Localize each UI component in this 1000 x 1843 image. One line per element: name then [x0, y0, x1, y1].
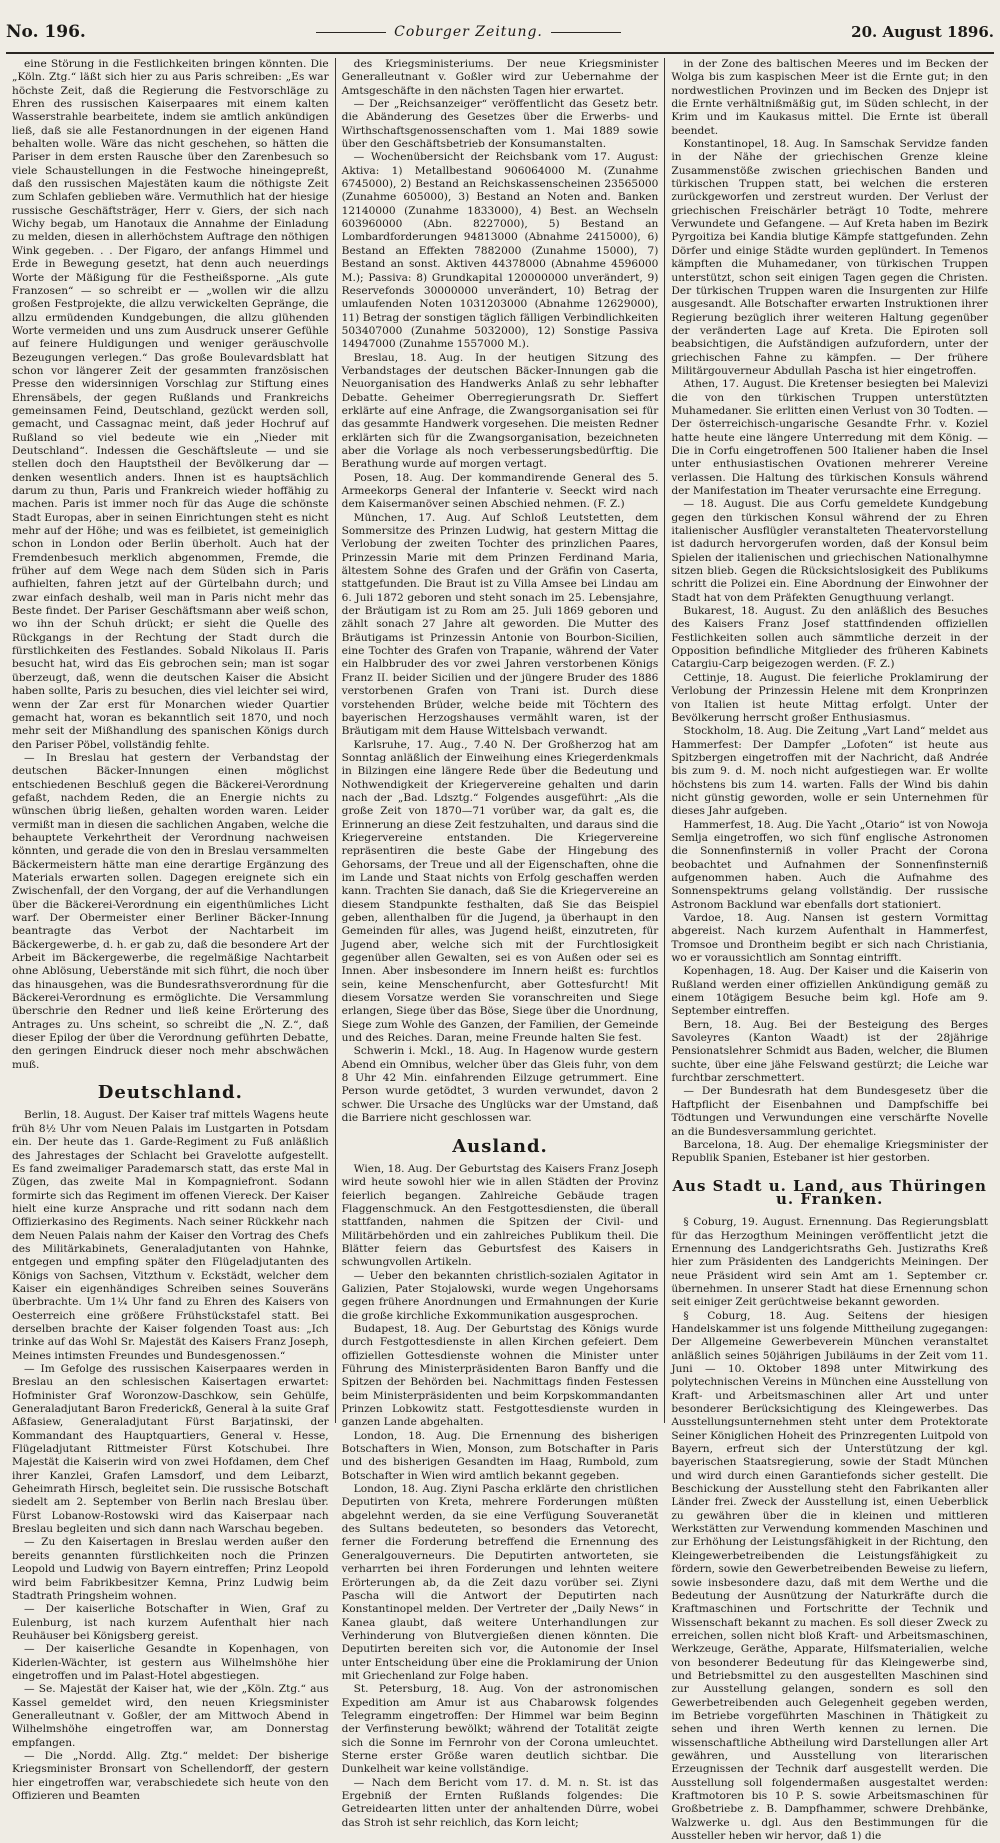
article-columns	[6, 58, 994, 1843]
article-paragraph: London, 18. Aug. Die Ernennung des bisherigen Botschafters in Wien, Monson, zum Botschafter in Paris und des bisherigen Gesandten im Haag, Rumbold, zum Botschafter in Wien wird amtlich bekannt gegeben.	[341, 1429, 659, 1482]
article-paragraph: Cettinje, 18. August. Die feierliche Proklamirung der Verlobung der Prinzessin Helene mit dem Kronprinzen von Italien ist heute Mittag erfolgt. Unter der Bevölkerung herrscht großer Enthusiasmus.	[671, 671, 989, 724]
article-paragraph: Wien, 18. Aug. Der Geburtstag des Kaisers Franz Joseph wird heute sowohl hier wie in allen Städten der Provinz feierlich begangen. Zahlreiche Gebäude tragen Flaggenschmuck. An den Festgottesdiensten, die überall stattfanden, nahmen die Spitzen der Civil- und Militärbehörden und ein zahlreiches Publikum theil. Die Blätter feiern das Geburtsfest des Kaisers in schwungvollen Artikeln.	[341, 1162, 659, 1269]
article-paragraph: Bern, 18. Aug. Bei der Besteigung des Berges Savoleyres (Kanton Waadt) ist der 28jährige Pensionatslehrer Schmidt aus Baden, welcher, die Blumen suchte, über eine jähe Felswand gestürzt; die Leiche war furchtbar zerschmettert.	[671, 1018, 989, 1085]
article-paragraph: Breslau, 18. Aug. In der heutigen Sitzung des Verbandstages der deutschen Bäcker-Innungen gab die Neuorganisation des Handwerks Anlaß zu sehr lebhafter Debatte. Geheimer Oberregierungsrath Dr. Sieffert erklärte auf eine Anfrage, die Zwangsorganisation sei für das gesammte Handwerk vorgesehen. Die meisten Redner erklärten sich für die Zwangsorganisation, bezeichneten aber die Vorlage als noch verbesserungsbedürftig. Die Berathung wurde auf morgen vertagt.	[341, 351, 659, 471]
section-heading: Aus Stadt u. Land, aus Thüringen u. Franken.	[672, 1176, 987, 1208]
article-paragraph: — Der kaiserliche Gesandte in Kopenhagen, von Kiderlen-Wächter, ist gestern aus Wilhelmshöhe hier eingetroffen und im Palast-Hotel abgestiegen.	[12, 1643, 329, 1682]
article-paragraph: Schwerin i. Mckl., 18. Aug. In Hagenow wurde gestern Abend ein Omnibus, welcher über das Gleis fuhr, von dem 8 Uhr 42 Min. einfahrenden Eilzuge getrummert. Eine Person wurde getödtet, 3 wurden verwundet, davon 2 schwer. Die Ursache des Unglücks war der Umstand, daß die Barriere nicht geschlossen war.	[341, 1045, 659, 1125]
issue-number: No. 196.	[6, 22, 86, 42]
article-paragraph: — Im Gefolge des russischen Kaiserpaares werden in Breslau an den schlesischen Kaisertagen erwartet: Hofminister Graf Woronzow-Daschkow, sein Gehülfe, Generaladjutant Baron Frederickß, General à la suite Graf Aßfasiew, Generaladjutant Fürst Barjatinski, der Kommandant des Hauptquartiers, General v. Hesse, Flügeladjutant Rittmeister Fürst Kotschubei. Ihre Majestät die Kaiserin wird von zwei Hofdamen, dem Chef ihrer Kanzlei, Grafen Lamsdorf, und dem Leibarzt, Geheimrath Hirsch, begleitet sein. Die russische Botschaft siedelt am 2. September von Berlin nach Breslau über. Fürst Lobanow-Rostowski wird das Kaiserpaar nach Breslau begleiten und sich dann nach Warschau begeben.	[12, 1363, 329, 1536]
newspaper-title: Coburger Zeitung.	[308, 24, 629, 40]
issue-date: 20. August 1896.	[851, 23, 994, 41]
article-paragraph: London, 18. Aug. Ziyni Pascha erklärte den christlichen Deputirten von Kreta, mehrere Forderungen müßten abgelehnt werden, da sie eine Verfügung Souveranetät des Sultans bedeuteten, so besonders das Vetorecht, ferner die Forderung betreffend die Ernennung des Generalgouverneurs. Die Deputirten antworteten, sie verharrten bei ihren Forderungen und lehnten weitere Erörterungen ab, da die Zeit dazu vorüber sei. Ziyni Pascha will die Antwort der Deputirten nach Konstantinopel melden. Der Vertreter der „Daily News“ in Kanea glaubt, daß weitere Unterhandlungen zur Verhinderung von Blutvergießen dienen könnten. Die Deputirten bereiten sich vor, die Autonomie der Insel unter Entscheidung über eine die Proklamirung der Union mit Griechenland zur Folge haben.	[341, 1483, 659, 1682]
article-paragraph: — Der „Reichsanzeiger“ veröffentlicht das Gesetz betr. die Abänderung des Gesetzes über die Erwerbs- und Wirthschaftsgenossenschaften vom 1. Mai 1889 sowie über den Geschäftsbetrieb der Konsumanstalten.	[341, 98, 659, 151]
article-paragraph: — In Breslau hat gestern der Verbandstag der deutschen Bäcker-Innungen einen möglichst entschiedenen Beschluß gegen die Bäckerei-Verordnung gefaßt, nachdem Reden, die an Energie nichts zu wünschen übrig ließen, gehalten worden waren. Leider vermißt man in diesen die sachlichen Angaben, welche die behauptete Verkehrtheit der Verordnung nachweisen könnten, und gerade die von den in Breslau versammelten Bäckermeistern hätte man eine derartige Ergänzung des Materials erwarten sollen. Dagegen ereignete sich ein Zwischenfall, der den Vorgang, der auf die Verhandlungen über die Bäckerei-Verordnung ein eigenthümliches Licht warf. Der Obermeister einer Berliner Bäcker-Innung beantragte das Verbot der Nachtarbeit im Bäckergewerbe, d. h. er gab zu, daß die besondere Art der Arbeit im Bäckergewerbe, die regelmäßige Nachtarbeit ohne Ablösung, Ueberstände mit sich führt, die noch über das hinausgehen, was die Bundesrathsverordnung für die Bäckerei-Verordnung es ermöglichte. Die Versammlung überschrie den Redner und ließ keine Erörterung des Antrages zu. Uns scheint, so schreibt die „N. Z.“, daß dieser Epilog der über die Verordnung geführten Debatte, den geringen Eindruck dieser noch mehr abschwächen muß.	[12, 751, 329, 1071]
article-paragraph: — 18. August. Die aus Corfu gemeldete Kundgebung gegen den türkischen Konsul während der zu Ehren italienischer Ausflügler veranstalteten Theatervorstellung ist dadurch hervorgerufen worden, daß der Konsul beim Spielen der italienischen und griechischen Nationalhymne sitzen blieb. Gegen die Rücksichtslosigkeit des Publikums schritt die Polizei ein. Eine Abordnung der Einwohner der Stadt hat von dem Präfekten Genugthuung verlangt.	[671, 498, 989, 604]
article-paragraph: § Coburg, 18. Aug. Seitens der hiesigen Handelskammer ist uns folgende Mittheilung zugegangen: Der Allgemeine Gewerbeverein München veranstaltet anläßlich seines 50jährigen Jubiläums in der Zeit vom 11. Juni — 10. Oktober 1898 unter Mitwirkung des polytechnischen Vereins in München eine Ausstellung von Kraft- und Arbeitsmaschinen aller Art und unter besonderer Berücksichtigung des Kleingewerbes. Das Ausstellungsunternehmen steht unter dem Protektorate Seiner Königlichen Hoheit des Prinzregenten Luitpold von Bayern, erfreut sich der Unterstützung der kgl. bayerischen Staatsregierung, sowie der Stadt München und wird durch einen Garantiefonds sicher gestellt. Die Beschickung der Ausstellung steht den Fabrikanten aller Länder frei. Zweck der Ausstellung ist, einen Ueberblick zu gewähren über die in kleinen und mittleren Werkstätten zur Verwendung kommenden Maschinen und zur Erhöhung der Leistungsfähigkeit in der Richtung, den Kleingewerbetreibenden die Leistungsfähigkeit zu fördern, sowie den Gewerbetreibenden Beweise zu liefern, sowie insbesondere dazu, daß mit dem Werthe und die Bedeutung der Ausnützung der Naturkräfte durch die Kraftmaschinen und Fortschritte der Technik und Wissenschaft bekannt zu machen. Es soll dieser Zweck zu erreichen, sollen nicht bloß Kraft- und Arbeitsmaschinen, Werkzeuge, Geräthe, Apparate, Hilfsmaterialien, welche von besonderer Bedeutung für das Kleingewerbe sind, und Betriebsmittel zu den ausgestellten Maschinen sind zur Ausstellung gelangen, sondern es soll den Gewerbetreibenden auch Gelegenheit gegeben werden, im Betriebe vorgeführten Maschinen in Thätigkeit zu sehen und ihren Werth kennen zu lernen. Die wissenschaftliche Abtheilung wird Darstellungen aller Art gewähren, und Ausstellung von literarischen Erzeugnissen der Technik darf ausgestellt werden. Die Ausstellung soll folgendermaßen ausgestaltet werden: Kraftmotoren bis 10 P. S. sowie Arbeitsmaschinen für Großbetriebe z. B. Dampfhammer, schwere Drehbänke, Walzwerke u. dgl. Aus den Bestimmungen für die Aussteller heben wir hervor, daß 1) die	[671, 1309, 989, 1843]
article-paragraph: Hammerfest, 18. Aug. Die Yacht „Otario“ ist von Nowoja Semlja eingetroffen, wo sich fünf englische Astronomen die Sonnenfinsterniß in voller Pracht der Corona beobachtet und Aufnahmen der Sonnenfinsterniß aufgenommen haben. Auch die Aufnahme des Sonnenspektrums gelang vollständig. Der russische Astronom Backlund war ebenfalls dort stationiert.	[671, 818, 989, 911]
section-heading: Ausland.	[452, 1135, 548, 1157]
article-paragraph: — Se. Majestät der Kaiser hat, wie der „Köln. Ztg.“ aus Kassel gemeldet wird, den neuen Kriegsminister Generalleutnant v. Goßler, der am Mittwoch Abend in Wilhelmshöhe eingetroffen war, am Donnerstag empfangen.	[12, 1683, 329, 1749]
masthead	[6, 18, 994, 46]
article-paragraph: Athen, 17. August. Die Kretenser besiegten bei Malevizi die von den türkischen Truppen unterstützten Muhamedaner. Sie erlitten einen Verlust von 30 Todten. — Der österreichisch-ungarische Gesandte Frhr. v. Koziel hatte heute eine längere Unterredung mit dem König. — Die in Corfu eingetroffenen 500 Italiener haben die Insel unter enthusiastischen Ovationen mehrerer Vereine verlassen. Die Haltung des türkischen Konsuls während der Manifestation im Theater verursachte eine Erregung.	[671, 378, 989, 497]
article-paragraph: Karlsruhe, 17. Aug., 7.40 N. Der Großherzog hat am Sonntag anläßlich der Einweihung eines Kriegerdenkmals in Bilzingen eine längere Rede über die Bedeutung und Nothwendigkeit der Kriegervereine gehalten und darin nach der „Bad. Ldsztg.“ Folgendes ausgeführt: „Als die große Zeit von 1870—71 vorüber war, da galt es, die Erinnerung an diese Zeit festzuhalten, und daraus sind die Kriegervereine entstanden. Die Kriegervereine repräsentiren die beste Gabe der Hingebung des Gehorsams, der Treue und all der Eigenschaften, ohne die im Lande und Staat nichts von Erfolg geschaffen werden kann. Trachten Sie danach, daß Sie die Kriegervereine an diesem Standpunkte festhalten, daß Sie das Beispiel geben, allenthalben für die Jugend, ja überhaupt in den Gemeinden für alles, was Jugend heißt, einzutreten, für Jugend aber, welche sich mit der Furchtlosigkeit gegenüber allen Gewalten, sei es von Außen oder sei es Innen. Aber insbesondere im Innern heißt es: furchtlos sein, keine Menschenfurcht, aber Gottesfurcht! Mit diesem Vorsatze werden Sie voranschreiten und Siege erlangen, Siege über das Böse, Siege über die Unordnung, Siege zum Wohle des Ganzen, der Familien, der Gemeinde und des Reiches. Daran, meine Freunde halten Sie fest.	[341, 738, 659, 1045]
article-paragraph: Budapest, 18. Aug. Der Geburtstag des Königs wurde durch Festgottesdienste in allen Kirchen gefeiert. Dem offiziellen Gottesdienste wohnen die Minister unter Führung des Ministerpräsidenten Baron Banffy und die Spitzen der Behörden bei. Nachmittags finden Festessen beim Ministerpräsidenten und beim Korpskommandanten Prinzen Lobkowitz statt. Festgottesdienste wurden in ganzen Lande abgehalten.	[341, 1322, 659, 1429]
article-paragraph: Posen, 18. Aug. Der kommandirende General des 5. Armeekorps General der Infanterie v. Seeckt wird nach dem Kaisermanöver seinen Abschied nehmen. (F. Z.)	[341, 471, 659, 511]
article-paragraph: eine Störung in die Festlichkeiten bringen könnten. Die „Köln. Ztg.“ läßt sich hier zu aus Paris schreiben: „Es war höchste Zeit, daß die Regierung die Festvorschläge zu Ehren des russischen Kaiserpaares mit einem kalten Wasserstrahle bearbeitete, indem sie amtlich ankündigen ließ, daß sie alle Festanordnungen in der eigenen Hand behalten wolle. Wäre das nicht geschehen, so hätten die Pariser in dem ersten Rausche über den Zarenbesuch so viele Schaustellungen in die Festwoche hineingepreßt, daß den russischen Majestäten kaum die nöthigste Zeit zum Schlafen geblieben wäre. Vermuthlich hat der hiesige russische Geschäftsträger, Herr v. Giers, der sich nach Wichy begab, um Hanotaux die Annahme der Einladung zu melden, diesen in allerhöchstem Auftrage den nöthigen Wink gegeben. . . Der Figaro, der anfangs Himmel und Erde in Bewegung gesetzt, hat denn auch neuerdings Worte der Mäßigung für die Festheißsporne. „Als gute Franzosen“ — so schreibt er — „wollen wir die allzu großen Festprojekte, die allzu verwickelten Gepränge, die allzu ermüdenden Kundgebungen, die allzu glühenden Worte vermeiden und uns zum Ausdruck unserer Gefühle auf feinere Huldigungen und weniger geräuschvolle Bezeugungen verlegen.“ Das große Boulevardsblatt hat schon vor längerer Zeit der gesammten französischen Presse den widersinnigen Vorschlag zur Stiftung eines Ehrensäbels, der gegen Rußlands und Frankreichs gemeinsamen Feind, Deutschland, gezückt werden soll, gemacht, und Cassagnac meint, daß jeder Hochruf auf Rußland so viel bedeute wie ein „Nieder mit Deutschland“. Indessen die Geschäftsleute — und sie stellen doch den Hauptstheil der Bevölkerung dar — denken wesentlich anders. Ihnen ist es hauptsächlich darum zu thun, Paris und Frankreich wieder hoffähig zu machen. Paris ist immer noch für das Auge die schönste Stadt Europas, aber in seinen Einrichtungen steht es nicht mehr auf der Höhe; und was es feilbietet, ist gemeiniglich schon in London oder Berlin überholt. Auch hat der Fremdenbesuch merklich abgenommen, Fremde, die früher auf dem Wege nach dem Süden sich in Paris aufhielten, fahren jetzt auf der Gürtelbahn durch; und zwar einfach deshalb, weil man in Paris nicht mehr das Beste findet. Der Pariser Geschäftsmann aber weiß schon, wo ihn der Schuh drückt; er sieht die Quelle des Rückgangs in der Rechtung der Stadt durch die fürstlichkeiten des Festlandes. Sobald Nikolaus II. Paris besucht hat, wird das Eis gebrochen sein; man ist sogar überzeugt, daß, wenn die deutschen Kaiser die Absicht haben sollte, Paris zu besuchen, dies viel leichter sei wird, wenn der Zar erst für Monarchen wieder Quartier gemacht hat, woran es bekanntlich seit 1870, und noch mehr seit der Mißhandlung des spanischen Königs durch den Pariser Pöbel, vollständig fehlte.	[12, 58, 329, 751]
article-paragraph: in der Zone des baltischen Meeres und im Becken der Wolga bis zum kaspischen Meer ist die Ernte gut; in den nordwestlichen Provinzen und im Becken des Dnjepr ist die Ernte verhältnißmäßig gut, im Süden schlecht, in der Krim und im Kaukasus mittel. Die Ernte ist überall beendet.	[671, 58, 989, 137]
column-1	[6, 58, 335, 1802]
article-paragraph: Berlin, 18. August. Der Kaiser traf mittels Wagens heute früh 8½ Uhr vom Neuen Palais im Lustgarten in Potsdam ein. Der heute das 1. Garde-Regiment zu Fuß anläßlich des Jahrestages der Schlacht bei Gravelotte aufgestellt. Es fand zweimaliger Parademarsch statt, das erste Mal in Zügen, das zweite Mal in Kompagniefront. Sodann formirte sich das Regiment im offenen Viereck. Der Kaiser hielt eine kurze Ansprache und ritt sodann nach dem Offizierkasino des Regiments. Nach seiner Rückkehr nach dem Neuen Palais nahm der Kaiser den Vortrag des Chefs des Militärkabinets, Generaladjutanten von Hahnke, entgegen und empfing später den Flügeladjutanten des Königs von Sachsen, Vitzthum v. Eckstädt, welcher dem Kaiser ein eigenhändiges Schreiben seines Souveräns überbrachte. Um 1¼ Uhr fand zu Ehren des Kaisers von Oesterreich eine größere Frühstückstafel statt. Bei derselben brachte der Kaiser folgenden Toast aus: „Ich trinke auf das Wohl Sr. Majestät des Kaisers Franz Joseph, Meines intimsten Freundes und Bundesgenossen.“	[12, 1109, 329, 1362]
article-paragraph: — Der kaiserliche Botschafter in Wien, Graf zu Eulenburg, ist nach kurzem Aufenthalt hier nach Reuhäuser bei Königsberg gereist.	[12, 1603, 329, 1642]
article-paragraph: Vardoe, 18. Aug. Nansen ist gestern Vormittag abgereist. Nach kurzem Aufenthalt in Hammerfest, Tromsoe und Drontheim begibt er sich nach Christiania, wo er voraussichtlich am Sonntag eintrifft.	[671, 912, 989, 965]
article-paragraph: Bukarest, 18. August. Zu den anläßlich des Besuches des Kaisers Franz Josef stattfindenden offiziellen Festlichkeiten sollen auch sämmtliche derzeit in der Opposition befindliche Mitglieder des früheren Kabinets Catargiu-Carp beigezogen werden. (F. Z.)	[671, 605, 989, 671]
article-paragraph: — Die „Nordd. Allg. Ztg.“ meldet: Der bisherige Kriegsminister Bronsart von Schellendorff, der gestern hier eingetroffen war, verabschiedete sich heute von den Offizieren und Beamten	[12, 1749, 329, 1802]
article-paragraph: — Ueber den bekannten christlich-sozialen Agitator in Galizien, Pater Stojalowski, wurde wegen Ungehorsams gegen frühere Anordnungen und Ermahnungen der Kurie die große kirchliche Exkommunikation ausgesprochen.	[341, 1269, 659, 1322]
article-paragraph: — Der Bundesrath hat dem Bundesgesetz über die Haftpflicht der Eisenbahnen und Dampfschiffe bei Tödtungen und Verwundungen eine verschärfte Novelle an die Bundesversammlung gerichtet.	[671, 1085, 989, 1138]
section-heading: Deutschland.	[97, 1082, 243, 1104]
article-paragraph: des Kriegsministeriums. Der neue Kriegsminister Generalleutnant v. Goßler wird zur Uebernahme der Amtsgeschäfte in den nächsten Tagen hier erwartet.	[341, 58, 659, 97]
article-paragraph: — Nach dem Bericht vom 17. d. M. n. St. ist das Ergebniß der Ernten Rußlands folgendes: Die Getreidearten litten unter der anhaltenden Dürre, wobei das Stroh ist sehr reichlich, das Korn leicht;	[341, 1776, 659, 1829]
article-paragraph: — Wochenübersicht der Reichsbank vom 17. August: Aktiva: 1) Metallbestand 906064000 M. (Zunahme 6745000), 2) Bestand an Reichskassenscheinen 23565000 (Zunahme 605000), 3) Bestand an Noten and. Banken 12140000 (Zunahme 1833000), 4) Best. an Wechseln 603960000 (Abn. 8227000), 5) Bestand an Lombardforderungen 94813000 (Abnahme 2415000), 6) Bestand an Effekten 7882000 (Zunahme 15000), 7) Bestand an sonst. Aktiven 44378000 (Abnahme 4596000 M.); Passiva: 8) Grundkapital 120000000 unverändert, 9) Reservefonds 30000000 unverändert, 10) Betrag der umlaufenden Noten 1031203000 (Abnahme 12629000), 11) Betrag der sonstigen täglich fälligen Verbindlichkeiten 503407000 (Zunahme 5032000), 12) Sonstige Passiva 14947000 (Zunahme 1557000 M.).	[341, 151, 659, 351]
article-paragraph: St. Petersburg, 18. Aug. Von der astronomischen Expedition am Amur ist aus Chabarowsk folgendes Telegramm eingetroffen: Der Himmel war beim Beginn der Verfinsterung bewölkt; während der Totalität zeigte sich die Sonne im Fernrohr von der Corona umleuchtet. Sterne erster Größe waren deutlich sichtbar. Die Dunkelheit war keine vollständige.	[341, 1683, 659, 1776]
article-paragraph: Stockholm, 18. Aug. Die Zeitung „Vart Land“ meldet aus Hammerfest: Der Dampfer „Lofoten“ ist heute aus Spitzbergen eingetroffen mit der Nachricht, daß Andrée bis zum 9. d. M. noch nicht aufgestiegen war. Er wollte höchstens bis zum 14. warten. Falls der Wind bis dahin nicht günstig geworden, wolle er sein Unternehmen für dieses Jahr aufgeben.	[671, 725, 989, 818]
article-paragraph: — Zu den Kaisertagen in Breslau werden außer den bereits genannten fürstlichkeiten noch die Prinzen Leopold und Ludwig von Bayern eintreffen; Prinz Leopold wird beim Fabrikbesitzer Kemna, Prinz Ludwig beim Stadtrath Pringsheim wohnen.	[12, 1536, 329, 1602]
article-paragraph: München, 17. Aug. Auf Schloß Leutstetten, dem Sommersitze des Prinzen Ludwig, hat gestern Mittag die Verlobung der zweiten Tochter des prinzlichen Paares, Prinzessin Marie mit dem Prinzen Ferdinand Maria, ältestem Sohne des Grafen und der Gräfin von Caserta, stattgefunden. Die Braut ist zu Villa Amsee bei Lindau am 6. Juli 1872 geboren und steht sonach im 25. Lebensjahre, der Bräutigam ist zu Rom am 25. Juli 1869 geboren und zählt sonach 27 Jahre alt geworden. Die Mutter des Bräutigams ist Prinzessin Antonie von Bourbon-Sicilien, eine Tochter des Grafen von Trapanie, während der Vater ein Halbbruder des vor zwei Jahren verstorbenen Königs Franz II. beider Sicilien und der jüngere Bruder des 1886 verstorbenen Grafen von Trani ist. Durch diese vorstehenden Brüder, welche beide mit Töchtern des bayerischen Herzogshauses vermählt waren, ist der Bräutigam mit dem Hause Wittelsbach verwandt.	[341, 511, 659, 738]
article-paragraph: Kopenhagen, 18. Aug. Der Kaiser und die Kaiserin von Rußland werden einer offiziellen Ankündigung gemäß zu einem 10tägigem Besuche beim kgl. Hofe am 9. September eintreffen.	[671, 965, 989, 1018]
column-2	[335, 58, 665, 1829]
article-paragraph: Konstantinopel, 18. Aug. In Samschak Servidze fanden in der Nähe der griechischen Grenze kleine Zusammenstöße zwischen griechischen Banden und türkischen Truppen statt, bei welchen die ersteren zurückgeworfen und zerstreut wurden. Der Verlust der griechischen Freischärler beträgt 10 Todte, mehrere Verwundete und Gefangene. — Auf Kreta haben im Bezirk Pyrgoitiza bei Kandia blutige Kämpfe stattgefunden. Zehn Dörfer und einige Städte wurden geplündert. In Temenos kämpften die Muhamedaner, von türkischen Truppen unterstützt, schon seit einigen Tagen gegen die Christen. Der türkischen Truppen waren die Insurgenten zur Hilfe ausgesandt. Alle Botschafter erwarten Instruktionen ihrer Regierung bezüglich ihrer weiteren Haltung gegenüber der veränderten Lage auf Kreta. Die Epiroten soll beabsichtigen, die Aufständigen aufzufordern, unter der griechischen Fahne zu kämpfen. — Der frühere Militärgouverneur Abdullah Pascha ist hier eingetroffen.	[671, 138, 989, 377]
article-paragraph: Barcelona, 18. Aug. Der ehemalige Kriegsminister der Republik Spanien, Estebaner ist hier gestorben.	[671, 1138, 989, 1165]
header-rule	[6, 52, 994, 54]
column-3	[664, 58, 994, 1843]
article-paragraph: § Coburg, 19. August. Ernennung. Das Regierungsblatt für das Herzogthum Meiningen veröffentlicht jetzt die Ernennung des Landgerichtsraths Geh. Justizraths Kreß hier zum Präsidenten des Landgerichts Meiningen. Der neue Präsident wird sein Amt am 1. September cr. übernehmen. In unserer Stadt hat diese Ernennung schon seit einiger Zeit gerüchtweise bekannt geworden.	[671, 1216, 989, 1309]
